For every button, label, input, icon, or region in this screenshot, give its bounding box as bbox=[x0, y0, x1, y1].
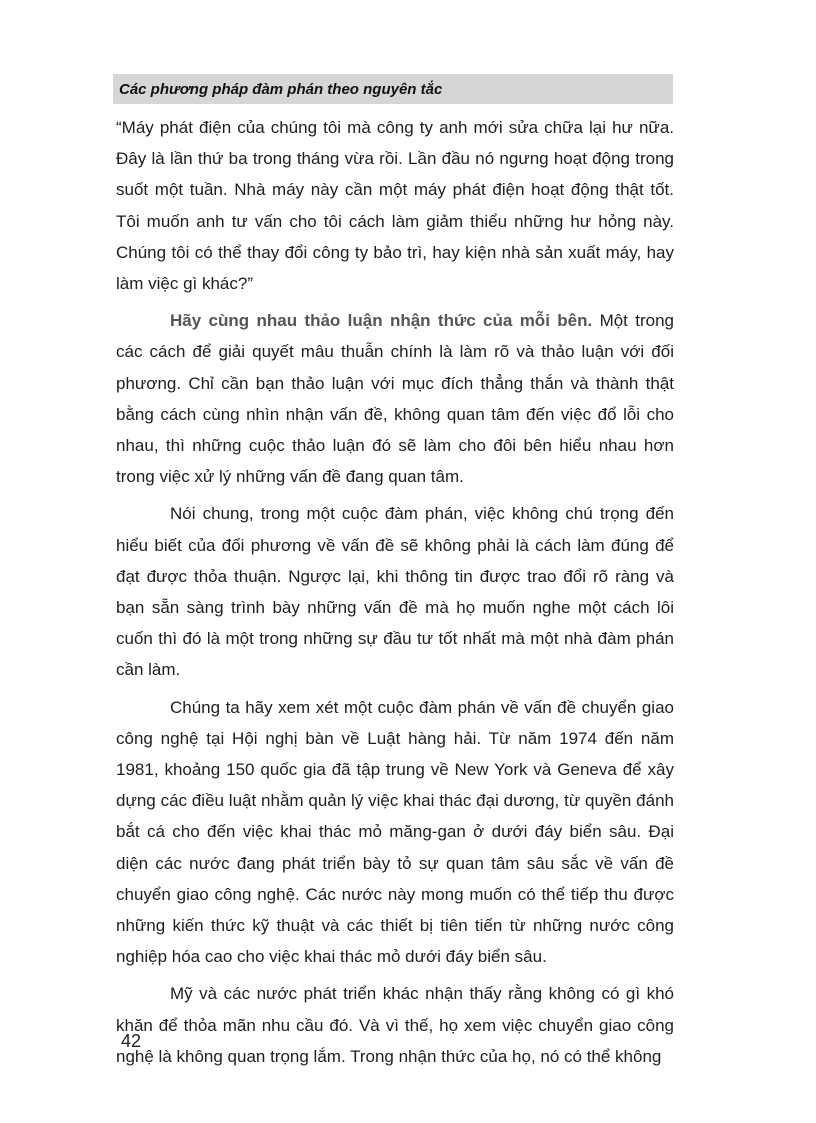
paragraph-quote: “Máy phát điện của chúng tôi mà công ty anh mới sửa chữa lại hư nữa. Đây là lần thứ ba trong tháng vừa rồi. Lần đầu nó ngưng hoạt động trong suốt một tuần. Nhà máy này cần một máy phát điện hoạt động thật tốt. Tôi muốn anh tư vấn cho tôi cách làm giảm thiểu những hư hỏng này. Chúng tôi có thể thay đổi công ty bảo trì, hay kiện nhà sản xuất máy, hay làm việc gì khác?” bbox=[116, 118, 674, 294]
paragraph-example: Chúng ta hãy xem xét một cuộc đàm phán về vấn đề chuyển giao công nghệ tại Hội nghị bàn về Luật hàng hải. Từ năm 1974 đến năm 1981, khoảng 150 quốc gia đã tập trung về New York và Geneva để xây dựng các điều luật nhằm quản lý việc khai thác đại dương, từ quyền đánh bắt cá cho đến việc khai thác mỏ măng-gan ở dưới đáy biển sâu. Đại diện các nước đang phát triển bày tỏ sự quan tâm sâu sắc về vấn đề chuyển giao công nghệ. Các nước này mong muốn có thể tiếp thu được những kiến thức kỹ thuật và các thiết bị tiên tiến từ những nước công nghiệp hóa cao cho việc khai thác mỏ dưới đáy biển sâu. bbox=[116, 697, 674, 967]
running-header-title: Các phương pháp đàm phán theo nguyên tắc bbox=[119, 80, 443, 98]
paragraph-discussion-text: Một trong các cách để giải quyết mâu thuẫn chính là làm rõ và thảo luận với đối phương. Chỉ cần bạn thảo luận với mục đích thẳng thắn và thành thật bằng cách cùng nhìn nhận vấn đề, không quan tâm đến việc đổ lỗi cho nhau, thì những cuộc thảo luận đó sẽ làm cho đôi bên hiểu nhau hơn trong việc xử lý những vấn đề đang quan tâm. bbox=[116, 311, 674, 487]
page-body bbox=[116, 112, 674, 1078]
paragraph-discussion bbox=[116, 305, 674, 492]
paragraph-general: Nói chung, trong một cuộc đàm phán, việc không chú trọng đến hiểu biết của đối phương về vấn đề sẽ không phải là cách làm đúng để đạt được thỏa thuận. Ngược lại, khi thông tin được trao đổi rõ ràng và bạn sẵn sàng trình bày những vấn đề mà họ muốn nghe một cách lôi cuốn thì đó là một trong những sự đầu tư tốt nhất mà một nhà đàm phán cần làm. bbox=[116, 504, 674, 680]
page-number: 42 bbox=[121, 1031, 142, 1051]
running-header bbox=[113, 74, 673, 104]
paragraph-developed-nations: Mỹ và các nước phát triển khác nhận thấy rằng không có gì khó khăn để thỏa mãn nhu cầu đó. Và vì thế, họ xem việc chuyển giao công nghệ là không quan trọng lắm. Trong nhận thức của họ, nó có thể không bbox=[116, 984, 674, 1066]
paragraph-lead-heading: Hãy cùng nhau thảo luận nhận thức của mỗi bên. bbox=[170, 311, 593, 331]
